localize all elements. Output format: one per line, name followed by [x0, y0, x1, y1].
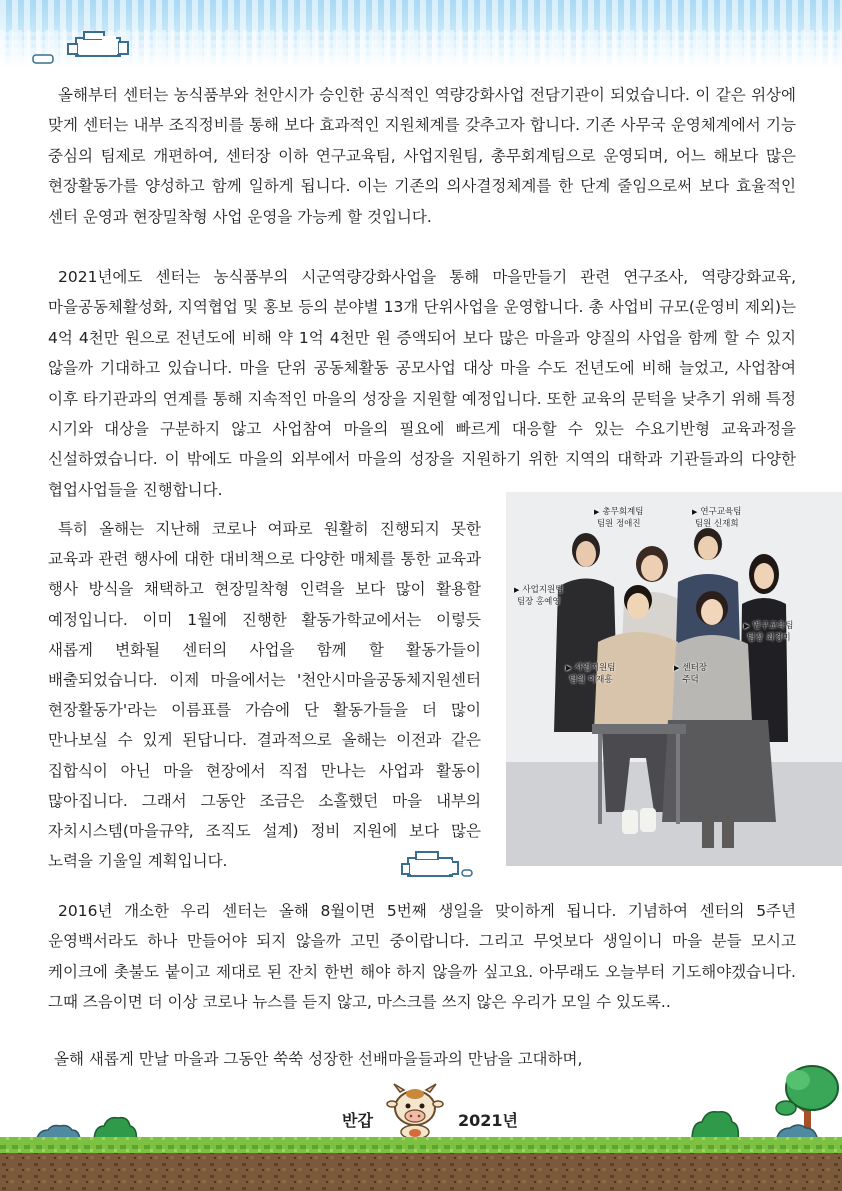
label-team: 사업지원팀: [574, 663, 616, 673]
triangle-marker-icon: ▶: [692, 508, 698, 516]
pixel-ground: [0, 1137, 842, 1191]
paragraph-2021-plan: 2021년에도 센터는 농식품부의 시군역량강화사업을 통해 마을만들기 관련 연구조사, 역량강화교육, 마을공동체활성화, 지역협업 및 홍보 등의 분야별 13개 단위사업을 운영합니다. 총 사업비 규모(운영비 제외)는 4억 4천만 원으로 전년도에 비해 약 1억 4천만 원 증액되어 보다 많은 마을과 양질의 사업을 함께 할 수 있지 않을까 기대하고 있습니다. 마을 단위 공동체활동 공모사업 대상 마을 수도 전년도에 비해 늘었고, 사업참여 이후 타기관과의 연계를 통해 지속적인 마을의 성장을 지원할 예정입니다. 또한 교육의 문턱을 낮추기 위해 특정 시기와 대상을 구분하지 않고 사업참여 마을의 필요에 빠르게 대응할 수 있는 수요기반형 교육과정을 신설하였습니다. 이 밖에도 마을의 외부에서 마을의 성장을 지원하기 위한 지역의 대학과 기관들과의 다양한 협업사업들을 진행합니다.: [48, 268, 796, 499]
label-name: 팀장 최경미: [746, 633, 791, 643]
small-cloud-icon: [30, 52, 56, 66]
team-photo: [506, 492, 842, 866]
label-research-leader: [744, 620, 793, 644]
cloud-icon: [400, 848, 476, 882]
label-business-leader: [514, 584, 563, 608]
label-name: 주덕: [682, 675, 699, 685]
label-research-member: [692, 506, 741, 530]
label-name: 팀원 정애진: [596, 519, 641, 529]
paragraph-intro: 올해부터 센터는 농식품부와 천안시가 승인한 공식적인 역량강화사업 전담기관이 되었습니다. 이 같은 위상에 맞게 센터는 내부 조직정비를 통해 보다 효과적인 지원체계를 갖추고자 합니다. 기존 사무국 운영체계에서 기능 중심의 팀제로 개편하여, 센터장 이하 연구교육팀, 사업지원팀, 총무회계팀으로 운영되며, 어느 해보다 많은 현장활동가를 양성하고 함께 일하게 됩니다. 이는 기존의 의사결정체계를 한 단계 줄임으로써 보다 효율적인 센터 운영과 현장밀착형 사업 운영을 가능케 할 것입니다.: [48, 86, 796, 226]
label-accounting-member: [594, 506, 643, 530]
paragraph-covid-response: 특히 올해는 지난해 코로나 여파로 원활히 진행되지 못한 교육과 관련 행사에 대한 대비책으로 다양한 매체를 통한 교육과 행사 방식을 채택하고 현장밀착형 인력을 보다 많이 활용할 예정입니다. 이미 1월에 진행한 활동가학교에서는 이렇듯 새롭게 변화될 센터의 사업을 함께 할 활동가들이 배출되었습니다. 이제 마을에서는 '천안시마을공동체지원센터 현장활동가'라는 이름표를 가슴에 단 활동가들을 더 많이 만나보실 수 있게 된답니다. 결과적으로 올해는 이전과 같은 집합식이 아닌 마을 현장에서 직접 만나는 사업과 활동이 많아집니다. 그래서 그동안 조금은 소홀했던 마을 내부의 자치시스템(마을규약, 조직도 설계) 정비 지원에 보다 많은 노력을 기울일 계획입니다.: [48, 520, 481, 871]
label-team: 사업지원팀: [522, 585, 564, 595]
signature-year: 2021년: [458, 1111, 518, 1130]
label-name: 팀원 신재희: [694, 519, 739, 529]
triangle-marker-icon: ▶: [744, 622, 750, 630]
label-name: 팀원 이재흥: [568, 675, 613, 685]
signature-greeting: 반갑: [342, 1111, 373, 1130]
label-team: 총무회계팀: [602, 507, 644, 517]
label-center-director: [674, 662, 707, 686]
label-business-member: [566, 662, 615, 686]
paragraph-closing: 올해 새롭게 만날 마을과 그동안 쑥쑥 성장한 선배마을들과의 만남을 고대하며,: [54, 1050, 583, 1068]
paragraph-anniversary: 2016년 개소한 우리 센터는 올해 8월이면 5번째 생일을 맞이하게 됩니다. 기념하여 센터의 5주년 운영백서라도 하나 만들어야 되지 않을까 고민 중이랍니다. 그리고 무엇보다 생일이니 마을 분들 모시고 케이크에 촛불도 붙이고 제대로 된 잔치 한번 해야 하지 않을까 싶고요. 아무래도 오늘부터 기도해야겠습니다. 그때 즈음이면 더 이상 코로나 뉴스를 듣지 않고, 마스크를 쓰지 않은 우리가 모일 수 있도록..: [48, 902, 796, 1012]
label-team: 연구교육팀: [752, 621, 794, 631]
cloud-icon: [64, 28, 132, 62]
cow-mascot-icon: [386, 1082, 444, 1140]
label-team: 센터장: [682, 663, 708, 673]
triangle-marker-icon: ▶: [594, 508, 600, 516]
triangle-marker-icon: ▶: [514, 586, 520, 594]
bush-icon: [690, 1108, 740, 1140]
label-name: 팀장 홍예영: [516, 597, 561, 607]
label-team: 연구교육팀: [700, 507, 742, 517]
triangle-marker-icon: ▶: [566, 664, 572, 672]
triangle-marker-icon: ▶: [674, 664, 680, 672]
tree-icon: [768, 1062, 842, 1142]
